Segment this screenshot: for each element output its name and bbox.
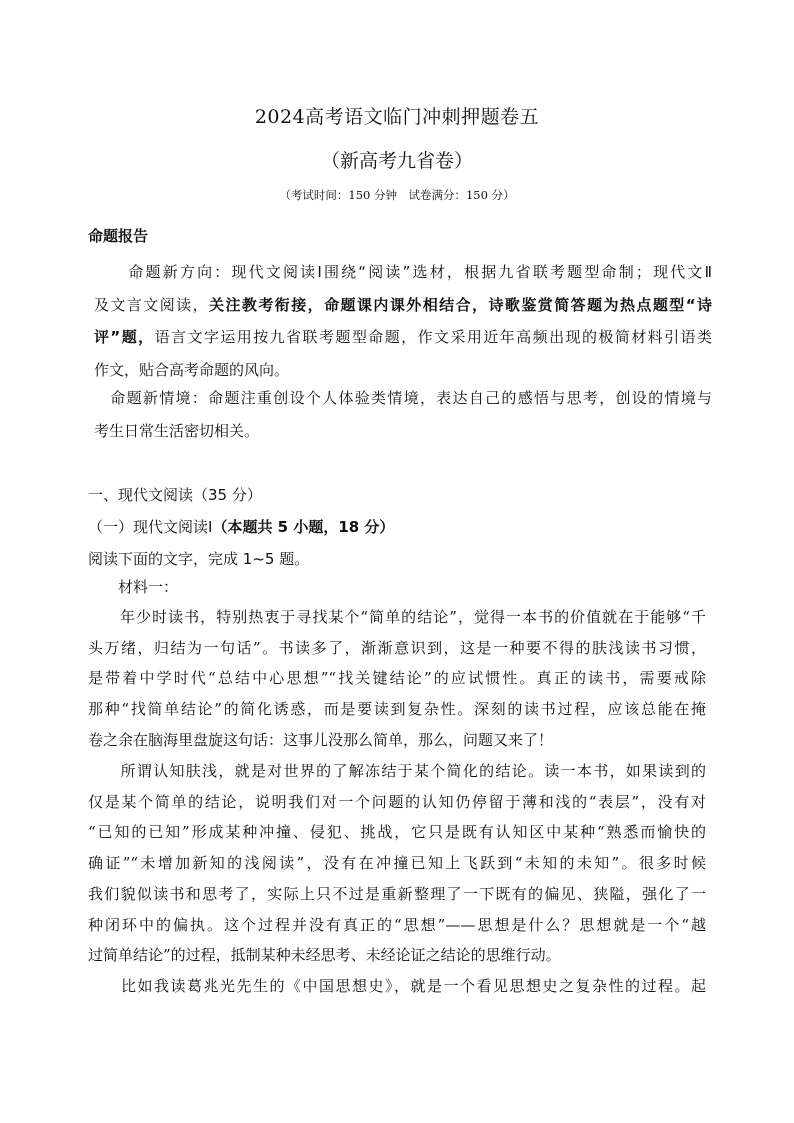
material-label: 材料一： bbox=[88, 578, 179, 596]
passage-paragraph-1 bbox=[88, 602, 706, 756]
passage-line: 所谓认知肤浅，就是对世界的了解冻结于某个简化的结论。读一本书，如果读到的 bbox=[88, 762, 706, 780]
section-heading-1: 一、现代文阅读（35 分） bbox=[88, 486, 262, 504]
passage-line: 确证”“未增加新知的浅阅读”，没有在冲撞已知上飞跃到“未知的未知”。很多时候 bbox=[88, 854, 706, 873]
report-line: 评”题，语言文字运用按九省联考题型命题，作文采用近年高频出现的极简材料引语类 bbox=[94, 328, 712, 346]
report-line: 作文，贴合高考命题的风向。 bbox=[94, 360, 290, 379]
passage-paragraph-3 bbox=[88, 971, 706, 1002]
report-paragraph-2 bbox=[94, 382, 712, 447]
passage-line: 年少时读书，特别热衷于寻找某个“简单的结论”，觉得一本书的价值就在于能够“千 bbox=[88, 608, 706, 626]
passage-paragraph-2 bbox=[88, 756, 706, 971]
report-line: 考生日常生活密切相关。 bbox=[94, 421, 260, 440]
passage-line: 那种“找简单结论”的简化诱惑，而是要读到复杂性。深刻的读书过程，应该总能在掩 bbox=[88, 700, 706, 719]
passage-line: 过简单结论”的过程，抵制某种未经思考、未经论证之结论的思维行动。 bbox=[88, 946, 561, 965]
passage-line: 是带着中学时代“总结中心思想”“找关键结论”的应试惯性。真正的读书，需要戒除 bbox=[88, 669, 706, 688]
exam-info: （考试时间：150 分钟 试卷满分：150 分） bbox=[279, 188, 515, 202]
passage-line: 比如我读葛兆光先生的《中国思想史》，就是一个看见思想史之复杂性的过程。起 bbox=[88, 977, 706, 995]
report-paragraph-1 bbox=[94, 256, 712, 386]
passage-line: 仅是某个简单的结论，说明我们对一个问题的认知仍停留于薄和浅的“表层”，没有对 bbox=[88, 792, 706, 811]
passage-line: 头万绪，归结为一句话”。书读多了，渐渐意识到，这是一种要不得的肤浅读书习惯， bbox=[88, 638, 706, 657]
passage-line: 卷之余在脑海里盘旋这句话：这事儿没那么简单，那么，问题又来了！ bbox=[88, 730, 554, 749]
report-line: 命题新情境：命题注重创设个人体验类情境，表达自己的感悟与思考，创设的情境与 bbox=[94, 389, 712, 407]
passage-line: 种闭环中的偏执。这个过程并没有真正的“思想”——思想是什么？思想就是一个“越 bbox=[88, 915, 706, 934]
page-subtitle: （新高考九省卷） bbox=[320, 150, 473, 172]
instruction: 阅读下面的文字，完成 1~5 题。 bbox=[88, 550, 310, 568]
report-line: 及文言文阅读，关注教考衔接，命题课内课外相结合，诗歌鉴赏简答题为热点题型“诗 bbox=[94, 295, 712, 314]
passage-line: 我们貌似读书和思考了，实际上只不过是重新整理了一下既有的偏见、狭隘，强化了一 bbox=[88, 884, 706, 903]
passage-line: “已知的已知”形成某种冲撞、侵犯、挑战，它只是既有认知区中某种“熟悉而愉快的 bbox=[88, 823, 706, 842]
page-title: 2024高考语文临门冲刺押题卷五 bbox=[254, 106, 540, 128]
report-heading: 命题报告 bbox=[88, 227, 149, 245]
subsection-heading: （一）现代文阅读Ⅰ（本题共 5 小题，18 分） bbox=[88, 518, 395, 536]
report-line: 命题新方向：现代文阅读Ⅰ围绕“阅读”选材，根据九省联考题型命制；现代文Ⅱ bbox=[94, 263, 712, 281]
